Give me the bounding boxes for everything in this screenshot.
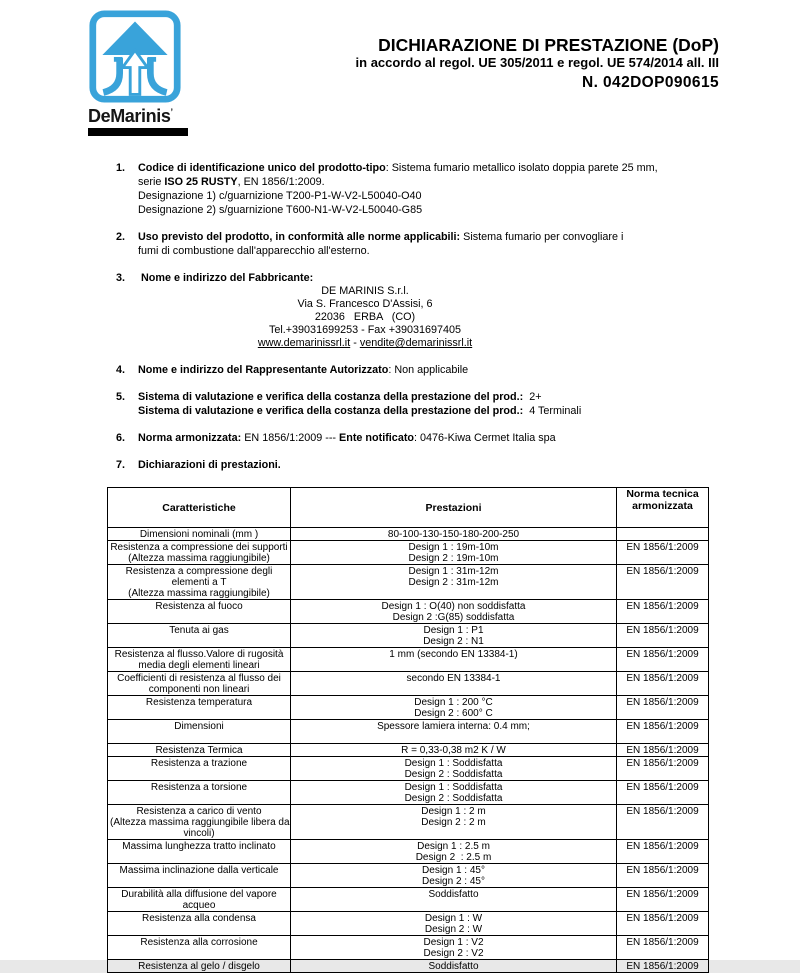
list-item (116, 458, 716, 472)
cell-caratteristica (108, 864, 291, 888)
cell-norma (617, 648, 709, 672)
cell-prestazione (291, 696, 617, 720)
column-header-line: Norma tecnica (626, 488, 699, 500)
cell-caratteristica-line: Massima lunghezza tratto inclinato (122, 841, 276, 852)
cell-caratteristica-line: (Altezza massima raggiungibile libera da (110, 817, 290, 828)
cell-norma (617, 936, 709, 960)
cell-prestazione (291, 912, 617, 936)
cell-norma (617, 541, 709, 565)
cell-prestazione-line: Spessore lamiera interna: 0.4 mm; (377, 721, 530, 732)
cell-prestazione-line: Design 1 : 200 °C (414, 697, 493, 708)
list-item-line: fumi di combustione dall'apparecchio all'esterno. (138, 245, 370, 257)
cell-norma (617, 888, 709, 912)
cell-prestazione (291, 864, 617, 888)
cell-caratteristica-line: Resistenza al gelo / disgelo (138, 961, 260, 972)
cell-prestazione (291, 624, 617, 648)
cell-prestazione (291, 960, 617, 973)
column-header-prestazioni: Prestazioni (291, 488, 617, 528)
cell-norma (617, 600, 709, 624)
list-item-line: Norma armonizzata: EN 1856/1:2009 --- Ente notificato: 0476-Kiwa Cermet Italia spa (138, 432, 556, 444)
cell-prestazione-line: 80-100-130-150-180-200-250 (387, 529, 520, 540)
cell-norma (617, 528, 709, 541)
cell-prestazione-line: Design 2 : 45° (422, 876, 485, 887)
cell-norma (617, 912, 709, 936)
column-header-caratteristiche: Caratteristiche (108, 488, 291, 528)
table-row (108, 960, 709, 973)
cell-norma (617, 960, 709, 973)
cell-norma (617, 744, 709, 757)
list-item-line: Nome e indirizzo del Rappresentante Autorizzato: Non applicabile (138, 364, 469, 376)
table-row (108, 840, 709, 864)
list-item-body (138, 230, 716, 258)
cell-prestazione (291, 528, 617, 541)
cell-prestazione-line: Design 2 : 19m-10m (408, 553, 499, 564)
cell-prestazione-line: Design 1 : 2.5 m (417, 841, 490, 852)
cell-norma-line: EN 1856/1:2009 (626, 673, 699, 684)
list-item-line: Codice di identificazione unico del prodotto-tipo: Sistema fumario metallico isolato doppia parete 25 mm, (138, 162, 658, 174)
cell-norma-line: EN 1856/1:2009 (626, 697, 699, 708)
cell-caratteristica (108, 528, 291, 541)
list-item-line: serie ISO 25 RUSTY, EN 1856/1:2009. (138, 176, 325, 188)
list-item-number: 3. (116, 272, 126, 284)
cell-prestazione-line: Design 2 :G(85) soddisfatta (392, 612, 515, 623)
logo-underline-bar (88, 128, 188, 136)
list-item-number: 7. (116, 459, 126, 471)
cell-caratteristica (108, 960, 291, 973)
table-row (108, 720, 709, 744)
cell-prestazione (291, 936, 617, 960)
cell-norma (617, 565, 709, 600)
cell-caratteristica-line: Resistenza alla corrosione (140, 937, 258, 948)
cell-norma-line: EN 1856/1:2009 (626, 865, 699, 876)
list-item-body (138, 431, 716, 445)
cell-caratteristica (108, 888, 291, 912)
cell-prestazione (291, 672, 617, 696)
document-title: DICHIARAZIONE DI PRESTAZIONE (DoP) (378, 35, 719, 55)
cell-prestazione-line: Design 2 : 2 m (421, 817, 486, 828)
cell-prestazione-line: Design 1 : 19m-10m (408, 542, 499, 553)
cell-caratteristica (108, 936, 291, 960)
cell-caratteristica (108, 840, 291, 864)
list-item (116, 230, 716, 258)
cell-prestazione (291, 757, 617, 781)
cell-prestazione-line: Design 1 : 31m-12m (408, 566, 499, 577)
cell-caratteristica (108, 696, 291, 720)
email-link[interactable]: vendite@demarinissrl.it (359, 337, 473, 349)
list-item-line: Sistema di valutazione e verifica della costanza della prestazione del prod.: 2+ (138, 391, 542, 403)
table-row (108, 744, 709, 757)
cell-prestazione-line: Design 2 : Soddisfatta (404, 793, 503, 804)
cell-prestazione-line: Design 1 : 2 m (421, 806, 486, 817)
cell-prestazione-line: Soddisfatto (428, 961, 479, 972)
cell-prestazione (291, 720, 617, 744)
cell-norma-line: EN 1856/1:2009 (626, 841, 699, 852)
cell-prestazione-line: Design 1 : O(40) non soddisfatta (381, 601, 526, 612)
cell-prestazione-line (293, 732, 614, 743)
cell-prestazione-line: Design 2 : Soddisfatta (404, 769, 503, 780)
cell-caratteristica-line: Resistenza a compressione dei supporti (110, 542, 288, 553)
address-links: www.demarinissrl.it - vendite@demarinissrl.it (257, 337, 473, 349)
cell-caratteristica (108, 720, 291, 744)
cell-norma-line: EN 1856/1:2009 (626, 782, 699, 793)
cell-prestazione-line: 1 mm (secondo EN 13384-1) (389, 649, 518, 660)
numbered-list (116, 161, 716, 485)
cell-prestazione-line: Design 1 : W (424, 913, 483, 924)
list-item-line: Nome e indirizzo del Fabbricante: (138, 272, 314, 284)
address-line: Via S. Francesco D'Assisi, 6 (297, 298, 433, 310)
cell-caratteristica-line: Resistenza al flusso.Valore di rugosità (114, 649, 284, 660)
cell-prestazione-line: R = 0,33-0,38 m2 K / W (401, 745, 506, 756)
cell-norma (617, 757, 709, 781)
list-item-body (138, 363, 716, 377)
cell-caratteristica (108, 541, 291, 565)
table-row (108, 672, 709, 696)
cell-norma-line: EN 1856/1:2009 (626, 566, 699, 577)
cell-prestazione (291, 840, 617, 864)
cell-caratteristica-line: Durabilità alla diffusione del vapore (121, 889, 277, 900)
cell-caratteristica (108, 648, 291, 672)
address-line: DE MARINIS S.r.l. (321, 285, 409, 297)
cell-norma (617, 781, 709, 805)
cell-caratteristica-line: (Altezza massima raggiungibile) (128, 588, 270, 599)
website-link[interactable]: www.demarinissrl.it (257, 337, 351, 349)
cell-norma-line: EN 1856/1:2009 (626, 937, 699, 948)
list-item-line: Sistema di valutazione e verifica della costanza della prestazione del prod.: 4 Terminali (138, 405, 582, 417)
cell-caratteristica (108, 805, 291, 840)
cell-caratteristica-line: Resistenza a trazione (150, 758, 248, 769)
list-item-line: Designazione 1) c/guarnizione T200-P1-W-V2-L50040-O40 (138, 190, 422, 202)
cell-prestazione (291, 648, 617, 672)
cell-prestazione-line: Soddisfatto (428, 889, 479, 900)
cell-prestazione (291, 600, 617, 624)
table-row (108, 757, 709, 781)
document-number: N. 042DOP090615 (582, 74, 719, 92)
list-item-number: 5. (116, 391, 126, 403)
list-item-line: Uso previsto del prodotto, in conformità alle norme applicabili: Sistema fumario per convogliare i (138, 231, 624, 243)
table-row (108, 541, 709, 565)
cell-caratteristica-line: Dimensioni nominali (mm ) (139, 529, 259, 540)
cell-prestazione (291, 565, 617, 600)
cell-prestazione-line: Design 2 : N1 (423, 636, 484, 647)
cell-caratteristica-line: acqueo (182, 900, 216, 911)
cell-norma (617, 720, 709, 744)
cell-norma-line (619, 529, 706, 540)
cell-norma-line: EN 1856/1:2009 (626, 806, 699, 817)
logo-trademark: ’ (170, 107, 173, 117)
cell-prestazione-line: Design 1 : P1 (423, 625, 484, 636)
list-item-body (138, 271, 716, 350)
cell-caratteristica (108, 757, 291, 781)
table-row (108, 888, 709, 912)
cell-caratteristica-line: Resistenza alla condensa (142, 913, 256, 924)
performance-table-body (108, 528, 709, 973)
cell-caratteristica-line: (Altezza massima raggiungibile) (128, 553, 270, 564)
logo-wordmark: DeMarinis’ (88, 106, 173, 126)
cell-norma-line: EN 1856/1:2009 (626, 758, 699, 769)
cell-norma (617, 840, 709, 864)
list-item-line: Designazione 2) s/guarnizione T600-N1-W-V2-L50040-G85 (138, 204, 423, 216)
table-row (108, 864, 709, 888)
cell-caratteristica (108, 781, 291, 805)
cell-caratteristica-line: Resistenza a compressione degli (125, 566, 273, 577)
cell-prestazione-line: Design 2 : W (424, 924, 483, 935)
list-item-number: 4. (116, 364, 126, 376)
cell-prestazione-line: Design 2 : 600° C (414, 708, 493, 719)
list-item-body (138, 458, 716, 472)
list-item-number: 6. (116, 432, 126, 444)
list-item (116, 431, 716, 445)
cell-caratteristica (108, 744, 291, 757)
list-item-body (138, 390, 716, 418)
cell-caratteristica-line: componenti non lineari (148, 684, 250, 695)
demarinis-logo (88, 8, 192, 136)
column-header-line: armonizzata (632, 500, 693, 512)
table-row (108, 624, 709, 648)
cell-caratteristica-line: Tenuta ai gas (169, 625, 229, 636)
list-item (116, 363, 716, 377)
list-item (116, 271, 716, 350)
cell-caratteristica-line: Dimensioni (174, 721, 224, 732)
cell-caratteristica-line: Coefficienti di resistenza al flusso dei (117, 673, 281, 684)
list-item-body (138, 161, 716, 217)
table-header-row (108, 488, 709, 528)
cell-caratteristica (108, 672, 291, 696)
cell-prestazione-line: Design 2 : 31m-12m (408, 577, 499, 588)
cell-caratteristica-line: Resistenza a carico di vento (136, 806, 262, 817)
cell-norma-line: EN 1856/1:2009 (626, 649, 699, 660)
address-line: 22036 ERBA (CO) (314, 311, 416, 323)
cell-norma-line: EN 1856/1:2009 (626, 625, 699, 636)
cell-norma-line: EN 1856/1:2009 (626, 913, 699, 924)
address-line: Tel.+39031699253 - Fax +39031697405 (268, 324, 462, 336)
cell-prestazione-line: Design 1 : V2 (423, 937, 484, 948)
cell-prestazione (291, 888, 617, 912)
cell-caratteristica-line: elementi a T (171, 577, 227, 588)
list-item-line: Dichiarazioni di prestazioni. (138, 459, 281, 471)
list-item-number: 1. (116, 162, 126, 174)
cell-norma-line: EN 1856/1:2009 (626, 961, 699, 972)
list-item-number: 2. (116, 231, 126, 243)
list-item (116, 390, 716, 418)
cell-prestazione (291, 781, 617, 805)
cell-norma (617, 864, 709, 888)
cell-norma-line: EN 1856/1:2009 (626, 889, 699, 900)
cell-norma (617, 696, 709, 720)
cell-prestazione-line: secondo EN 13384-1 (406, 673, 501, 684)
table-row (108, 600, 709, 624)
cell-caratteristica-line: Resistenza al fuoco (155, 601, 243, 612)
cell-caratteristica-line: media degli elementi lineari (138, 660, 260, 671)
column-header-norma (617, 488, 709, 528)
title-block (356, 35, 719, 92)
manufacturer-address (138, 285, 592, 350)
cell-norma (617, 805, 709, 840)
table-row (108, 565, 709, 600)
table-row (108, 528, 709, 541)
cell-caratteristica (108, 912, 291, 936)
cell-norma-line: EN 1856/1:2009 (626, 745, 699, 756)
table-row (108, 696, 709, 720)
cell-caratteristica (108, 565, 291, 600)
table-row (108, 912, 709, 936)
chimney-arrow-logo-icon (88, 8, 182, 105)
cell-caratteristica-line: Resistenza temperatura (145, 697, 253, 708)
cell-prestazione-line: Design 1 : Soddisfatta (404, 782, 503, 793)
table-row (108, 936, 709, 960)
table-row (108, 648, 709, 672)
list-item (116, 161, 716, 217)
cell-caratteristica (108, 600, 291, 624)
cell-norma-line: EN 1856/1:2009 (626, 601, 699, 612)
cell-norma (617, 672, 709, 696)
cell-caratteristica-line: Massima inclinazione dalla verticale (119, 865, 279, 876)
cell-prestazione-line: Design 1 : Soddisfatta (404, 758, 503, 769)
cell-prestazione-line: Design 2 : 2.5 m (415, 852, 492, 863)
cell-norma (617, 624, 709, 648)
cell-prestazione (291, 744, 617, 757)
performance-table (107, 487, 709, 973)
cell-caratteristica-line: vincoli) (183, 828, 215, 839)
cell-caratteristica-line: Resistenza Termica (155, 745, 243, 756)
cell-prestazione (291, 541, 617, 565)
table-row (108, 781, 709, 805)
cell-prestazione-line: Design 2 : V2 (423, 948, 484, 959)
cell-prestazione-line: Design 1 : 45° (422, 865, 485, 876)
document-subtitle: in accordo al regol. UE 305/2011 e regol. UE 574/2014 all. III (355, 55, 719, 71)
cell-norma-line: EN 1856/1:2009 (626, 721, 699, 732)
cell-caratteristica-line: Resistenza a torsione (150, 782, 248, 793)
cell-caratteristica (108, 624, 291, 648)
table-row (108, 805, 709, 840)
cell-prestazione (291, 805, 617, 840)
cell-norma-line: EN 1856/1:2009 (626, 542, 699, 553)
